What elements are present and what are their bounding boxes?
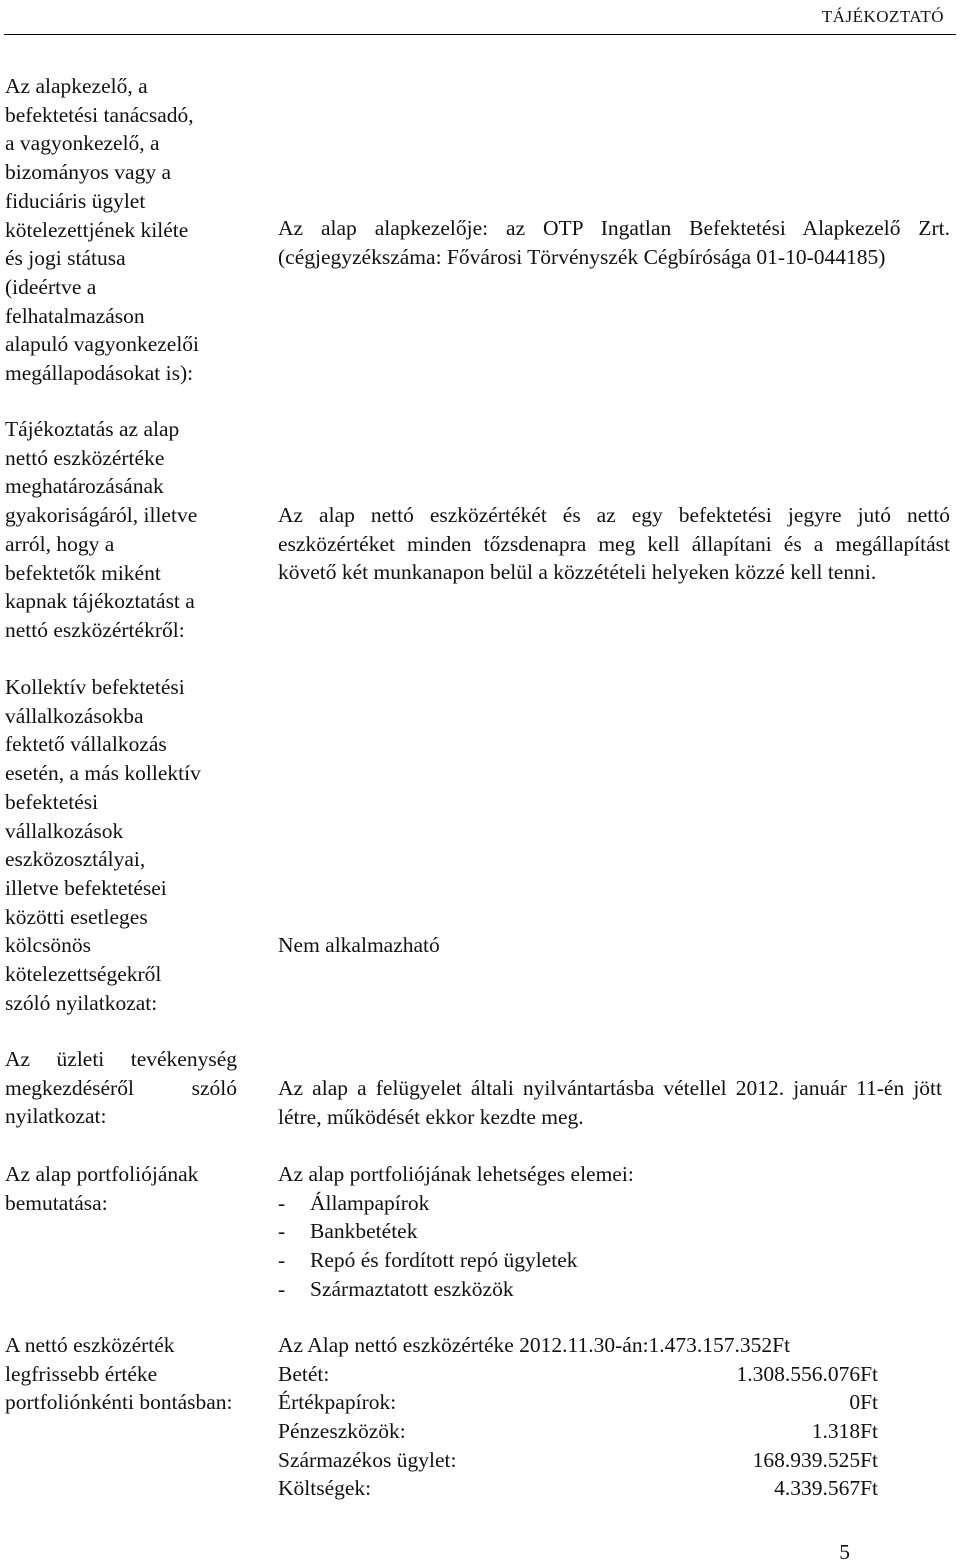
portfolio-item-text: Állampapírok — [310, 1190, 430, 1215]
s2-label-l5: arról, hogy a — [5, 531, 115, 556]
nav-row — [278, 1360, 878, 1389]
nav-row-value: 1.318Ft — [811, 1419, 878, 1444]
nav-row — [278, 1474, 878, 1503]
s3-label-l10: kölcsönös — [5, 933, 91, 958]
s1-label-l2: befektetési tanácsadó, — [5, 102, 194, 127]
s3-label-l4: esetén, a más kollektív — [5, 761, 201, 786]
s2-label-l7: kapnak tájékoztatást a — [5, 589, 195, 614]
section-5-content — [278, 1160, 950, 1304]
section-2-label — [5, 415, 237, 645]
portfolio-intro: Az alap portfoliójának lehetséges elemei: — [278, 1162, 634, 1186]
nav-row — [278, 1446, 878, 1475]
section-1-label — [5, 72, 237, 388]
nav-row-value: 1.308.556.076Ft — [736, 1361, 878, 1386]
nav-row-label: Betét: — [278, 1361, 330, 1386]
s3-label-l3: fektető vállalkozás — [5, 732, 167, 757]
s3-label-l7: eszközosztályai, — [5, 847, 146, 872]
section-3-content: Nem alkalmazható — [278, 933, 440, 957]
s1-label-l3: a vagyonkezelő, a — [5, 131, 160, 156]
s2-label-l1: Tájékoztatás az alap — [5, 417, 180, 441]
nav-row-label: Költségek: — [278, 1476, 372, 1501]
header-divider — [4, 34, 956, 35]
s3-label-l11: kötelezettségekről — [5, 962, 162, 987]
s3-label-l2: vállalkozásokba — [5, 703, 144, 728]
portfolio-item: - Származtatott eszközök — [278, 1276, 514, 1301]
s1-label-l7: és jogi státusa — [5, 246, 126, 271]
section-4-content: Az alap a felügyelet általi nyilvántartásba vétellel 2012. január 11-én jött létre, működését ekkor kezdte meg. — [278, 1076, 942, 1129]
s2-label-l3: meghatározásának — [5, 474, 164, 499]
s1-label-l10: alapuló vagyonkezelői — [5, 332, 200, 357]
section-5-label: Az alap portfoliójának bemutatása: — [5, 1162, 199, 1215]
s3-label-l8: illetve befektetései — [5, 875, 167, 900]
s1-label-l5: fiduciáris ügylet — [5, 188, 146, 213]
section-3-label — [5, 673, 237, 1017]
s1-label-l1: Az alapkezelő, a — [5, 74, 148, 98]
section-2-content: Az alap nettó eszközértékét és az egy befektetési jegyre jutó nettó eszközértéket minden tőzsdenapra meg kell állapítani és a megállapítást követő két munkanapon belül a közzétételi helyeken közzé kell tenni. — [278, 503, 950, 585]
s1-label-l11: megállapodásokat is): — [5, 361, 194, 386]
portfolio-item: - Állampapírok — [278, 1190, 430, 1215]
s3-label-l5: befektetési — [5, 789, 99, 814]
nav-row-value: 0Ft — [849, 1390, 878, 1415]
s2-label-l6: befektetők miként — [5, 560, 161, 585]
nav-row-value: 4.339.567Ft — [774, 1476, 878, 1501]
portfolio-item: - Repó és fordított repó ügyletek — [278, 1248, 578, 1273]
nav-breakdown-table — [278, 1331, 878, 1503]
s1-label-l9: felhatalmazáson — [5, 303, 145, 328]
nav-row-label: Értékpapírok: — [278, 1390, 397, 1415]
section-6-content — [278, 1331, 950, 1503]
nav-row-label: Származékos ügylet: — [278, 1447, 457, 1472]
s3-label-l6: vállalkozások — [5, 818, 124, 843]
section-1-content: Az alap alapkezelője: az OTP Ingatlan Befektetési Alapkezelő Zrt. (cégjegyzékszáma: Fővárosi Törvényszék Cégbírósága 01-10-044185) — [278, 216, 950, 269]
nav-row — [278, 1388, 878, 1417]
portfolio-item-text: Bankbetétek — [310, 1219, 418, 1244]
s1-label-l4: bizományos vagy a — [5, 160, 171, 185]
section-4-label: Az üzleti tevékenység megkezdéséről szóló nyilatkozat: — [5, 1047, 237, 1129]
nav-heading — [278, 1331, 878, 1360]
s3-label-l1: Kollektív befektetési — [5, 675, 185, 699]
s3-label-l9: közötti esetleges — [5, 904, 148, 929]
s1-label-l6: kötelezettjének kiléte — [5, 217, 189, 242]
portfolio-item-text: Származtatott eszközök — [310, 1276, 514, 1301]
nav-heading-text: Az Alap nettó eszközértéke 2012.11.30-án:1.473.157.352Ft — [278, 1333, 791, 1357]
nav-row-label: Pénzeszközök: — [278, 1419, 406, 1444]
s2-label-l4: gyakoriságáról, illetve — [5, 503, 198, 528]
portfolio-item: - Bankbetétek — [278, 1219, 418, 1244]
s3-label-l12: szóló nyilatkozat: — [5, 990, 158, 1015]
s2-label-l8: nettó eszközértékről: — [5, 617, 185, 642]
section-6-label: A nettó eszközérték legfrissebb értéke portfoliónkénti bontásban: — [5, 1333, 233, 1415]
nav-row-value: 168.939.525Ft — [752, 1447, 878, 1472]
page-header-title: TÁJÉKOZTATÓ — [821, 7, 944, 26]
page-number: 5 — [839, 1540, 850, 1564]
portfolio-item-text: Repó és fordított repó ügyletek — [310, 1248, 578, 1273]
s1-label-l8: (ideértve a — [5, 274, 97, 299]
nav-row — [278, 1417, 878, 1446]
s2-label-l2: nettó eszközértéke — [5, 445, 165, 470]
